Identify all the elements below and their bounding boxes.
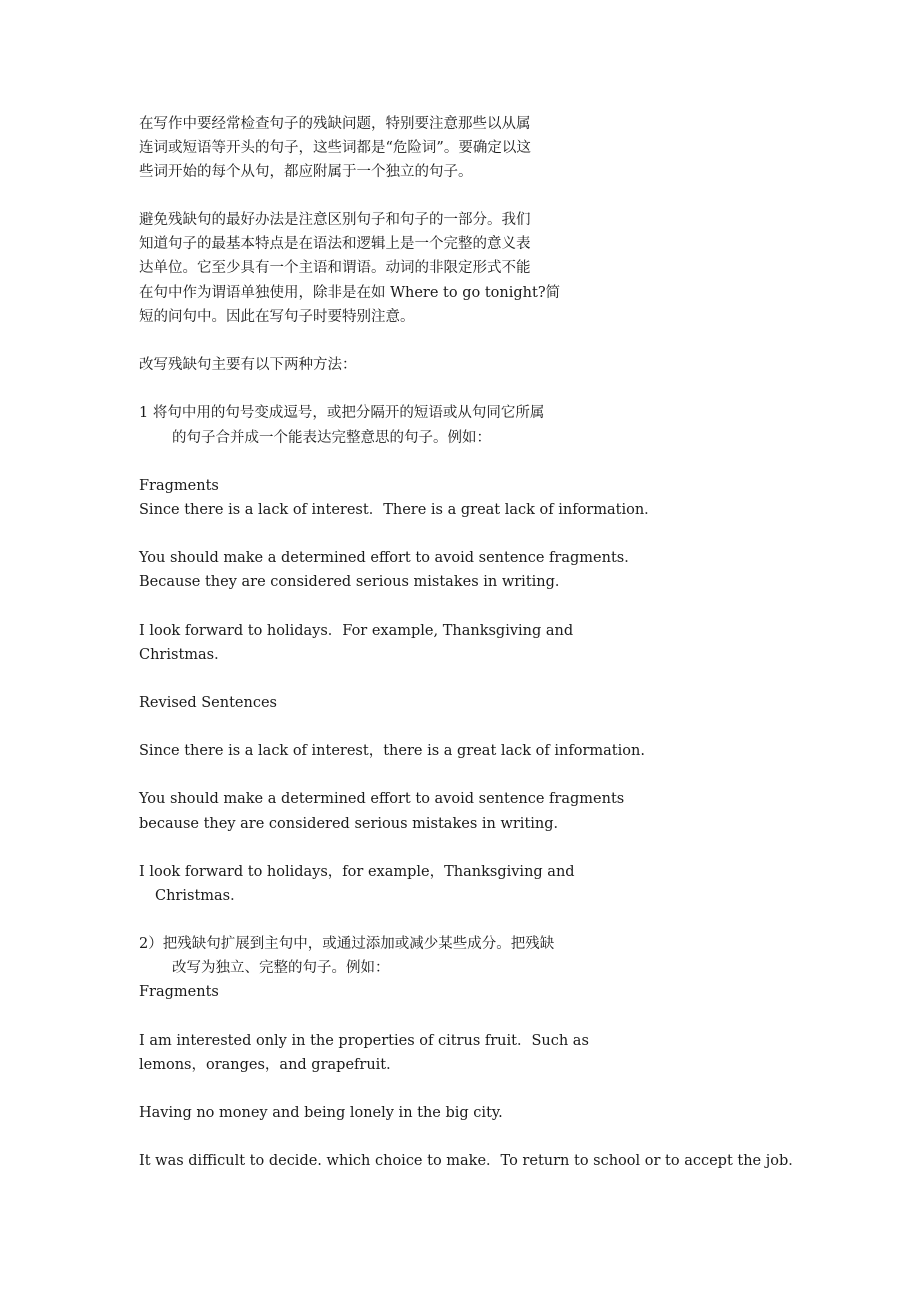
method-1-line-1: 1 将句中用的句号变成逗号，或把分隔开的短语或从句同它所属 [139, 405, 545, 421]
methods-intro: 改写残缺句主要有以下两种方法： [139, 357, 357, 373]
method-2-line-1: 2）把残缺句扩展到主句中，或通过添加或减少某些成分。把残缺 [139, 936, 555, 952]
fragment-example-2-line-1: You should make a determined effort to avoid sentence fragments． [139, 550, 639, 566]
fragment-example-4-line-2: lemons，oranges，and grapefruit． [139, 1057, 401, 1073]
paragraph-2-line-2: 知道句子的最基本特点是在语法和逻辑上是一个完整的意义表 [139, 236, 531, 252]
paragraph-2-line-1: 避免残缺句的最好办法是注意区别句子和句子的一部分。我们 [139, 212, 531, 228]
paragraph-1-line-3: 些词开始的每个从句，都应附属于一个独立的句子。 [139, 164, 473, 180]
fragment-example-1: Since there is a lack of interest．There is a great lack of information． [139, 502, 659, 518]
fragment-example-3-line-1: I look forward to holidays．For example, Thanksgiving and [139, 623, 574, 639]
fragment-example-6: It was difficult to decide. which choice to make．To return to school or to accept the job． [139, 1153, 803, 1169]
fragments-heading-2: Fragments [139, 984, 219, 1000]
fragment-example-5: Having no money and being lonely in the big city. [139, 1105, 503, 1121]
revised-example-1: Since there is a lack of interest，there is a great lack of information. [139, 743, 645, 759]
fragment-example-2-line-2: Because they are considered serious mistakes in writing． [139, 574, 570, 590]
revised-sentences-heading: Revised Sentences [139, 695, 277, 711]
method-2-line-2: 改写为独立、完整的句子。例如： [172, 960, 390, 976]
paragraph-2-line-3: 达单位。它至少具有一个主语和谓语。动词的非限定形式不能 [139, 260, 531, 276]
revised-example-3-line-2: Christmas． [155, 888, 245, 904]
paragraph-2-line-5: 短的问句中。因此在写句子时要特别注意。 [139, 309, 415, 325]
method-1-line-2: 的句子合并成一个能表达完整意思的句子。例如： [172, 430, 491, 446]
paragraph-2-line-4: 在句中作为谓语单独使用，除非是在如 Where to go tonight?简 [139, 285, 561, 301]
revised-example-3-line-1: I look forward to holidays，for example，Thanksgiving and [139, 864, 575, 880]
paragraph-1-line-1: 在写作中要经常检查句子的残缺问题，特别要注意那些以从属 [139, 116, 531, 132]
fragments-heading-1: Fragments [139, 478, 219, 494]
paragraph-1-line-2: 连词或短语等开头的句子，这些词都是“危险词”。要确定以这 [139, 140, 531, 156]
fragment-example-3-line-2: Christmas． [139, 647, 229, 663]
revised-example-2-line-1: You should make a determined effort to avoid sentence fragments [139, 791, 625, 807]
revised-example-2-line-2: because they are considered serious mistakes in writing． [139, 816, 569, 832]
fragment-example-4-line-1: I am interested only in the properties of citrus fruit．Such as [139, 1033, 589, 1049]
